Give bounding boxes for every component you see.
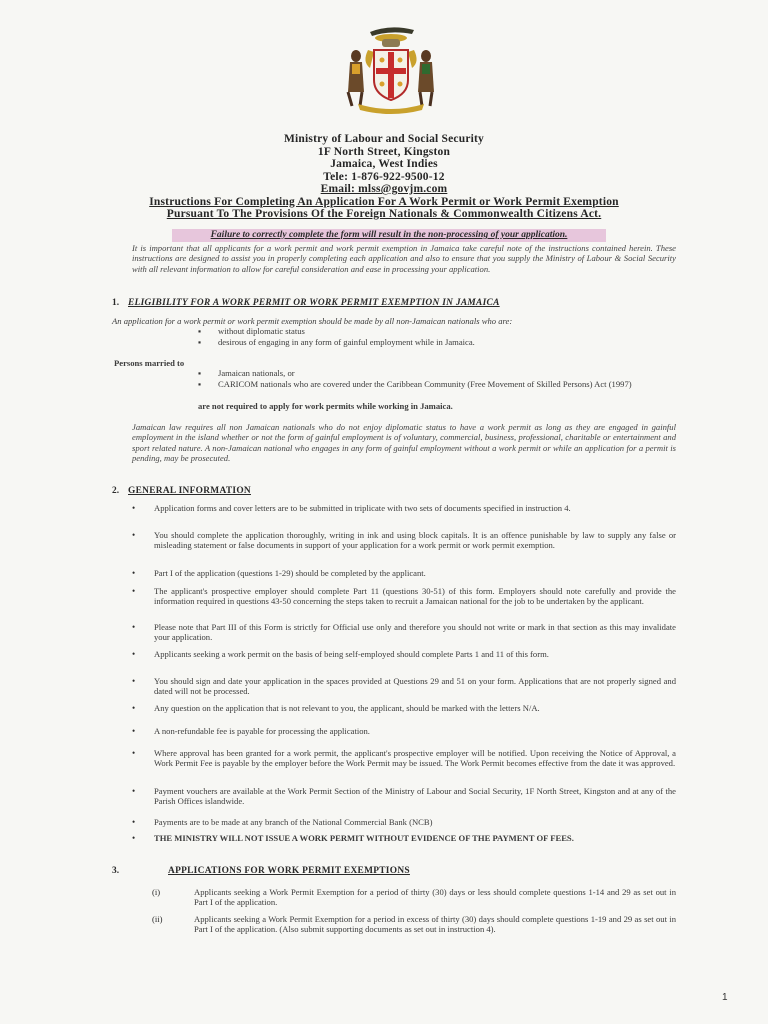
persons-married-label: Persons married to: [114, 358, 185, 368]
general-info-text: A non-refundable fee is payable for processing the application.: [154, 726, 370, 736]
letterhead: [0, 133, 768, 221]
general-info-text: Payment vouchers are available at the Work Permit Section of the Ministry of Labour and Social Security, 1F North Street, Kingston and at any of the Parish Offices islandwide.: [154, 786, 676, 807]
bullet: •: [132, 786, 136, 796]
bullet: •: [132, 817, 136, 827]
failure-warning: Failure to correctly complete the form will result in the non-processing of your application.: [172, 229, 606, 242]
country-line: Jamaica, West Indies: [330, 158, 438, 170]
general-info-text: Please note that Part III of this Form is strictly for Official use only and therefore you should not write or mark in that section as this may invalidate your application.: [154, 622, 676, 643]
eligibility-item: desirous of engaging in any form of gainful employment while in Jamaica.: [218, 337, 475, 347]
item-number: (i): [152, 887, 161, 897]
eligibility-lead: An application for a work permit or work permit exemption should be made by all non-Jamaican nationals who are:: [112, 316, 513, 326]
ministry-name: Ministry of Labour and Social Security: [283, 133, 485, 145]
section-1-number: 1.: [112, 298, 120, 308]
exemption-text: Applicants seeking a Work Permit Exemption for a period of thirty (30) days or less should complete questions 1-14 and 29 as set out in Part I of the application.: [194, 887, 676, 908]
general-info-text: Payments are to be made at any branch of the National Commercial Bank (NCB): [154, 817, 433, 827]
bullet: •: [132, 530, 136, 540]
section-3-number: 3.: [112, 866, 120, 876]
jamaican-law-paragraph: Jamaican law requires all non Jamaican nationals who do not enjoy diplomatic status to have a work permit as long as they are engaged in gainful employment in the island whether or not the form of gainful employment is of voluntary, commercial, business, professional, charitable or entertainment and sport related nature. A non-Jamaican national who engages in any form of gainful employment without a work permit or while an application for a permit is pending, may be prosecuted.: [132, 422, 676, 464]
email-line: Email: mlss@govjm.com: [320, 183, 448, 195]
married-item: Jamaican nationals, or: [218, 368, 295, 378]
bullet: •: [132, 833, 136, 843]
bullet: ▪: [198, 368, 202, 378]
coat-of-arms-icon: [334, 22, 446, 114]
bullet: ▪: [198, 379, 202, 389]
bullet: •: [132, 726, 136, 736]
general-info-text: You should complete the application thoroughly, writing in ink and using block capitals. It is an offence punishable by law to supply any false or misleading statement or false documents in support of your application for a work permit or work permit exemption.: [154, 530, 676, 551]
street-address: 1F North Street, Kingston: [317, 145, 451, 158]
section-1-heading: ELIGIBILITY FOR A WORK PERMIT OR WORK PERMIT EXEMPTION IN JAMAICA: [128, 298, 500, 308]
bullet: ▪: [198, 337, 202, 347]
general-info-text: THE MINISTRY WILL NOT ISSUE A WORK PERMIT WITHOUT EVIDENCE OF THE PAYMENT OF FEES.: [154, 833, 574, 843]
bullet: •: [132, 622, 136, 632]
section-2-number: 2.: [112, 486, 120, 496]
section-3-heading: APPLICATIONS FOR WORK PERMIT EXEMPTIONS: [168, 866, 410, 876]
not-required-note: are not required to apply for work permits while working in Jamaica.: [198, 401, 453, 411]
bullet: •: [132, 676, 136, 686]
intro-paragraph: It is important that all applicants for a work permit and work permit exemption in Jamaica take careful note of the instructions contained herein. These instructions are designed to assist you in properly completing each application and also to ensure that you supply the Ministry of Labour & Social Security with all relevant information to allow for careful consideration and ease in processing your application.: [132, 243, 676, 274]
document-title-line-2: Pursuant To The Provisions Of the Foreign Nationals & Commonwealth Citizens Act.: [166, 208, 602, 220]
general-info-text: Any question on the application that is not relevant to you, the applicant, should be marked with the letters N/A.: [154, 703, 540, 713]
bullet: •: [132, 703, 136, 713]
eligibility-item: without diplomatic status: [218, 326, 305, 336]
section-2-heading: GENERAL INFORMATION: [128, 486, 251, 496]
general-info-text: The applicant's prospective employer should complete Part 11 (questions 30-51) of this form. Employers should note carefully and provide the information required in questions 43-50 concerning the steps taken to recruit a Jamaican national for the job to be undertaken by the applicant.: [154, 586, 676, 607]
general-info-text: Applicants seeking a work permit on the basis of being self-employed should complete Parts 1 and 11 of this form.: [154, 649, 549, 659]
item-number: (ii): [152, 914, 163, 924]
general-info-text: Application forms and cover letters are to be submitted in triplicate with two sets of documents specified in instruction 4.: [154, 503, 571, 513]
document-title-line-1: Instructions For Completing An Application For A Work Permit or Work Permit Exemption: [149, 195, 619, 208]
bullet: ▪: [198, 326, 202, 336]
general-info-text: You should sign and date your application in the spaces provided at Questions 29 and 51 on your form. Applications that are not properly signed and dated will not be processed.: [154, 676, 676, 697]
bullet: •: [132, 503, 136, 513]
bullet: •: [132, 568, 136, 578]
general-info-text: Part I of the application (questions 1-29) should be completed by the applicant.: [154, 568, 426, 578]
married-item: CARICOM nationals who are covered under the Caribbean Community (Free Movement of Skilled Persons) Act (1997): [218, 379, 632, 389]
general-info-text: Where approval has been granted for a work permit, the applicant's prospective employer will be notified. Upon receiving the Notice of Approval, a Work Permit Fee is payable by the employer before the Work Permit may be issued. The Work Permit becomes effective from the date it was approved.: [154, 748, 676, 769]
bullet: •: [132, 649, 136, 659]
bullet: •: [132, 586, 136, 596]
page-number: 1: [722, 992, 728, 1003]
telephone-line: Tele: 1-876-922-9500-12: [323, 170, 445, 183]
bullet: •: [132, 748, 136, 758]
exemption-text: Applicants seeking a Work Permit Exemption for a period in excess of thirty (30) days should complete questions 1-19 and 29 as set out in Part I of the application. (Also submit supporting documents as set out in instruction 4).: [194, 914, 676, 935]
